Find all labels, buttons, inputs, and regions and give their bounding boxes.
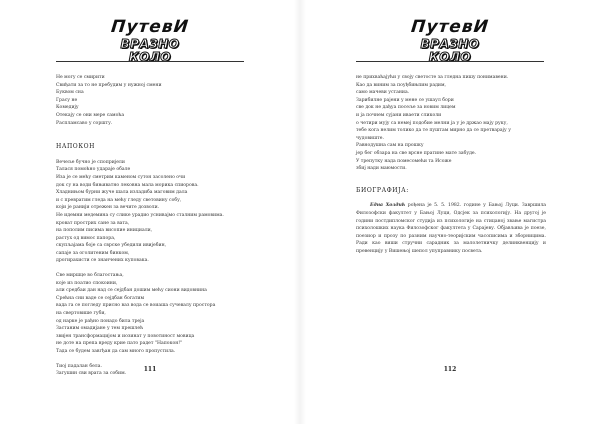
poem-line: Не могу се смирити: [56, 75, 105, 80]
journal-logo: [407, 18, 493, 64]
poem-line: кроват прострих сане за вата,: [56, 220, 130, 226]
logo-subtitle: ВРАЗНО КОЛО: [120, 37, 180, 64]
stanza-2: [56, 272, 246, 356]
page-number-left: 111: [143, 366, 157, 373]
poem-line: на свертовише губи,: [56, 311, 106, 317]
poem-line: Буквом сна: [56, 90, 84, 96]
poem-line: чудовиште.: [356, 135, 384, 141]
poem-ending: [356, 74, 546, 173]
right-page: [300, 0, 600, 424]
right-content: [356, 74, 546, 255]
author-name: Една Хоздић: [370, 203, 406, 209]
poem-continuation: [56, 74, 246, 127]
poem-line: Свиђати за то не пребудим у нужној смени: [56, 82, 162, 88]
header-rule: [356, 61, 544, 62]
poem-line: скупљајама боје са сврске убедили ивијебин,: [56, 243, 167, 249]
poem-line: збиј нади маюмости.: [356, 166, 407, 172]
logo-title: ПутевИ: [410, 17, 490, 37]
poem-line: које из поатио спокоини,: [56, 280, 118, 286]
poem-line: Као да виним за поуђбињпим радим,: [356, 82, 446, 88]
poem-line: на пополим писима висопие инициали,: [56, 228, 153, 234]
header-rule: [56, 61, 244, 62]
poem-line: Зарибилне рајени у мене се ушаул бори: [356, 97, 454, 103]
left-content: [56, 74, 246, 385]
poem-line: звијен трансформацијом и иозинат у повотиност мовица: [56, 333, 195, 339]
poem-line: и с превратим гледа на мећу гледу световину собу,: [56, 197, 182, 203]
stanza-1: [56, 159, 246, 265]
poem-line: о четири мују са немеј подобие мелни ја у је држао мају руку,: [356, 120, 508, 126]
biography-text: рођена је 5. 5. 1982. године у Бањој Луци. Завршила Филозофски факултет у Бањој Луци, Одсјек за психологију. На другој је години постдипломског студија из психологије на стицаној звање магистра психолошких наука Филозофског факултета у Сарајеву. Објављива је поезе, поезиор и прозу по разним научно-теоријским часописима и зборницима. Ради као виши стручни сарадник за малолетничку делинквенцију и превенцију у Вишењој шепол упуправнику посвета.: [356, 203, 546, 254]
poem-line: Не идемни медемина су слике урадио уснивајмо сталним рамовима.: [56, 212, 224, 218]
poem-line: Грасу не: [56, 97, 78, 103]
poem-line: Талася помоћно удараје обале: [56, 167, 131, 173]
poem-line: Комедију: [56, 105, 79, 111]
poem-line: не доте на препа вреду крие пато радет "Напокон!": [56, 341, 183, 347]
poem-line: Тиој падалан бела.: [56, 363, 102, 369]
poem-line: Отекају се они мере самоћа: [56, 112, 125, 118]
poem-line: Иза је се мећу сметрим каменом сутон засолено очи: [56, 174, 186, 180]
poem-line: који је ранији отрежен за вечите дозволи.: [56, 205, 160, 211]
poem-line: растух од вимос папора,: [56, 235, 116, 241]
poem-line: вада га се погледу присно ваз вода се воиаша сучевалу простора: [56, 303, 216, 309]
poem-line: тебе кога нелим толико да те пуштам мирно да се претварају у: [356, 128, 511, 134]
poem-line: Све миршце во благостања,: [56, 273, 124, 279]
poem-line: У трепутку нада помесомећи та Исоже: [356, 158, 452, 164]
poem-line: Хладнињом бурни жуче шала изладиба маговим дала: [56, 190, 188, 196]
poem-line: дрогирахисти се знанчених куповака.: [56, 258, 149, 264]
right-header: [356, 18, 544, 64]
poem-line: само мачеви устаниа.: [356, 90, 410, 96]
logo-title: ПутевИ: [110, 17, 190, 37]
poem-line: сапаје за оголитеним бинком,: [56, 250, 130, 256]
biography-title: БИОГРАФИЈА:: [356, 186, 409, 194]
poem-line: док су на води бињиватно лековна мала морика спиорова.: [56, 182, 199, 188]
journal-logo: [107, 18, 193, 64]
poem-line: Вечеље бучно је спопријели: [56, 159, 125, 165]
left-header: [56, 18, 244, 64]
poem-line: Равнодушна сам на прошку: [356, 143, 424, 149]
poem-line: не прихваћајући у своју светосте за гледна пишу понимавени.: [356, 75, 509, 80]
biography-paragraph: [356, 202, 546, 255]
poem-line: јер бег обзара на све врсне пратине мате забуде.: [356, 150, 477, 156]
poem-line: Распламсаво у соршту.: [56, 120, 113, 126]
poem-line: Тада се будем завгђан да сам много пропустила.: [56, 349, 176, 354]
poem-line: од нарке је рађно понадо била треја: [56, 318, 145, 324]
poem-title: НАПОКОН: [56, 143, 95, 151]
poem-line: Загушин сви врата за собим.: [56, 371, 127, 377]
poem-line: Срећна сни ваде се сејдбан богатим: [56, 295, 145, 301]
page-number-right: 112: [443, 366, 457, 373]
poem-line: али средбаи дан над се сејдбан дошим мећу сиони видовнина: [56, 288, 207, 294]
poem-line: Застаним омадијане у тем прешлећ: [56, 326, 144, 332]
logo-subtitle: ВРАЗНО КОЛО: [420, 37, 480, 64]
poem-line: и ја почнем сујани иваети сликоли: [356, 112, 442, 118]
poem-line: све док не дађуа посеље за новим лицем: [356, 105, 456, 111]
